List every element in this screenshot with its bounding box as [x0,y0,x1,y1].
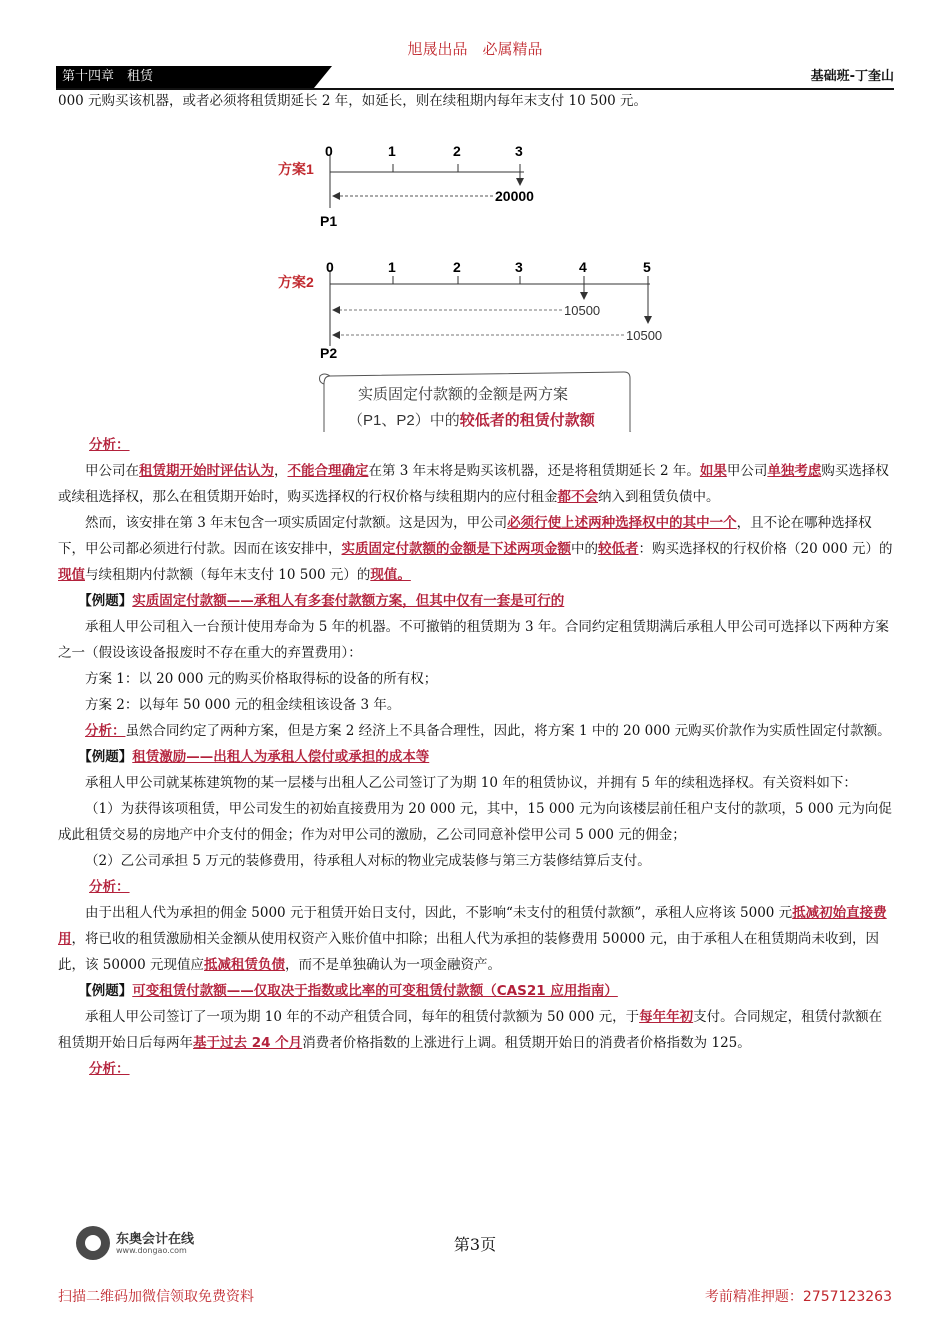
plan1-label: 方案1 [278,161,314,177]
example1-analysis [58,718,894,744]
chapter-title: 第十四章 租赁 [56,66,314,88]
text: 消费者价格指数的上涨进行上调。租赁期开始日的消费者价格指数为 125。 [302,1035,751,1051]
text: 由于出租人代为承担的佣金 5000 元于租赁开始日支付，因此，不影响“未支付的租赁付款额”，承租人应将该 5000 元 [85,905,793,921]
scroll-line1: 实质固定付款额的金额是两方案 [358,386,569,403]
top-banner: 旭晟出品 必属精品 [407,40,543,58]
example2-item2: （2）乙公司承担 5 万元的装修费用，待承租人对标的物业完成装修与第三方装修结算后支付。 [85,853,651,869]
scroll-line2 [348,411,596,429]
example2-heading [58,744,894,770]
page-number: 第3页 [453,1235,497,1254]
highlight: 基于过去 24 个月 [193,1035,303,1051]
example1-body: 承租人甲公司租入一台预计使用寿命为 5 年的机器。不可撤销的租赁期为 3 年。合同约定租赁期满后承租人甲公司可选择以下两种方案之一（假设该设备报废时不存在重大的弃置费用）： [58,619,889,661]
example2-item1: （1）为获得该项租赁，甲公司发生的初始直接费用为 20 000 元，其中，15 000 元为向该楼层前任租户支付的款项，5 000 元为向促成此租赁交易的房地产中介支付的佣金；作为对甲公司的激励，乙公司同意补偿甲公司 5 000 元的佣金； [58,801,892,843]
text: ， [274,463,288,479]
plan2-tick-label: 3 [515,259,523,275]
example-label: 【例题】 [78,983,133,999]
footer-right-text: 考前精准押题：2757123263 [704,1289,892,1305]
plan2-tick-label: 4 [579,259,587,275]
text: 中的 [571,541,598,557]
highlight: 都不会 [557,489,598,505]
example-title: 实质固定付款额——承租人有多套付款额方案，但其中仅有一套是可行的 [132,593,565,609]
analysis-heading-1 [58,432,894,458]
plan2-tick-label: 5 [643,259,651,275]
scroll-line2-pre: （P1、P2）中的 [348,412,460,429]
highlight: 不能合理确定 [287,463,369,479]
text: 承租人甲公司签订了一项为期 10 年的不动产租赁合同，每年的租赁付款额为 50 000 元，于 [85,1009,640,1025]
analysis-label: 分析： [89,1061,130,1077]
page-header [56,66,894,90]
highlight: 现值。 [370,567,411,583]
logo-url: www.dongao.com [116,1246,187,1255]
text: 购买选择权或续租选择权，那么在租赁期开始时，购买选择权的行权价格与续租期内的应付租金 [58,463,889,505]
text: 然而，该安排在第 3 年末包含一项实质固定付款额。这是因为，甲公司 [85,515,508,531]
example2-body: 承租人甲公司就某栋建筑物的某一层楼与出租人乙公司签订了为期 10 年的租赁协议，并拥有 5 年的续租选择权。有关资料如下： [85,775,857,791]
analysis-heading-2 [58,874,894,900]
highlight: 单独考虑 [767,463,822,479]
plan1-tick-label: 1 [388,143,396,159]
example1-option1: 方案 1：以 20 000 元的购买价格取得标的设备的所有权； [85,671,438,687]
intro-line: 000 元购买该机器，或者必须将租赁期延长 2 年，如延长，则在续租期内每年末支付 10 500 元。 [58,93,648,109]
course-name: 基础班-丁奎山 [810,69,894,84]
plan2-label: 方案2 [278,274,314,290]
example1-heading [58,588,894,614]
highlight: 必须行使上述两种选择权中的其中一个 [507,515,737,531]
text: 甲公司 [726,463,768,479]
example3-heading [58,978,894,1004]
footer-left-text: 扫描二维码加微信领取免费资料 [58,1289,254,1305]
scroll-line2-emphasis: 较低者的租赁付款额 [459,412,595,429]
analysis-label: 分析： [85,723,126,739]
text: ，且不论在哪种选择权下，甲公司都必须进行付款。因而在该安排中， [58,515,872,557]
example-title: 可变租赁付款额——仅取决于指数或比率的可变租赁付款额（CAS21 应用指南） [132,983,618,999]
text: 与续租期内付款额（每年末支付 10 500 元）的 [85,567,371,583]
highlight: 较低者 [598,541,639,557]
logo-text: 东奥会计在线 [116,1232,195,1247]
example-label: 【例题】 [78,749,133,765]
example-label: 【例题】 [78,593,133,609]
plan2-tick-label: 2 [453,259,461,275]
main-content [58,88,894,1082]
text: ，将已收的租赁激励相关金额从使用权资产入账价值中扣除；出租人代为承担的装修费用 50000 元，由于承租人在租赁期尚未收到，因此，该 50000 元现值应 [58,931,880,973]
plan1-tick-label: 3 [515,143,523,159]
plan1-tick-label: 2 [453,143,461,159]
plan1-amount: 20000 [495,188,534,204]
text: ：购买选择权的行权价格（20 000 元）的 [638,541,893,557]
example3-body [58,1004,894,1056]
plan2-amount-b: 10500 [626,328,663,343]
text: 甲公司在 [85,463,139,479]
timeline-diagram [58,114,894,432]
plan2-amount-a: 10500 [564,303,601,318]
plan2-tick-label: 1 [388,259,396,275]
p2-label: P2 [320,345,338,361]
p1-label: P1 [320,213,338,229]
example2-analysis [58,900,894,978]
analysis-para-2 [58,510,894,588]
plan2-tick-label: 0 [326,259,334,275]
analysis-para-1 [58,458,894,510]
timeline-svg [58,114,894,432]
text: 支付。合同规定，租赁付款额在租赁期开始日后每两年 [58,1009,883,1051]
highlight: 租赁期开始时评估认为 [139,463,274,479]
text: 虽然合同约定了两种方案，但是方案 2 经济上不具备合理性，因此，将方案 1 中的 20 000 元购买价款作为实质性固定付款额。 [125,723,891,739]
text: ，而不是单独确认为一项金融资产。 [285,957,502,973]
text: 纳入到租赁负债中。 [598,489,720,505]
highlight: 实质固定付款额的金额是下述两项金额 [341,541,571,557]
example1-option2: 方案 2：以每年 50 000 元的租金续租该设备 3 年。 [85,697,401,713]
highlight: 如果 [699,463,727,479]
highlight: 现值 [58,567,85,583]
highlight: 抵减初始直接费用 [58,905,887,947]
example-title: 租赁激励——出租人为承租人偿付或承担的成本等 [132,749,430,765]
analysis-label: 分析： [89,437,130,453]
analysis-label: 分析： [89,879,130,895]
highlight: 每年年初 [639,1009,694,1025]
text: 在第 3 年末将是购买该机器，还是将租赁期延长 2 年。 [368,463,700,479]
analysis-heading-3 [58,1056,894,1082]
plan1-tick-label: 0 [325,143,333,159]
highlight: 抵减租赁负债 [204,957,286,973]
